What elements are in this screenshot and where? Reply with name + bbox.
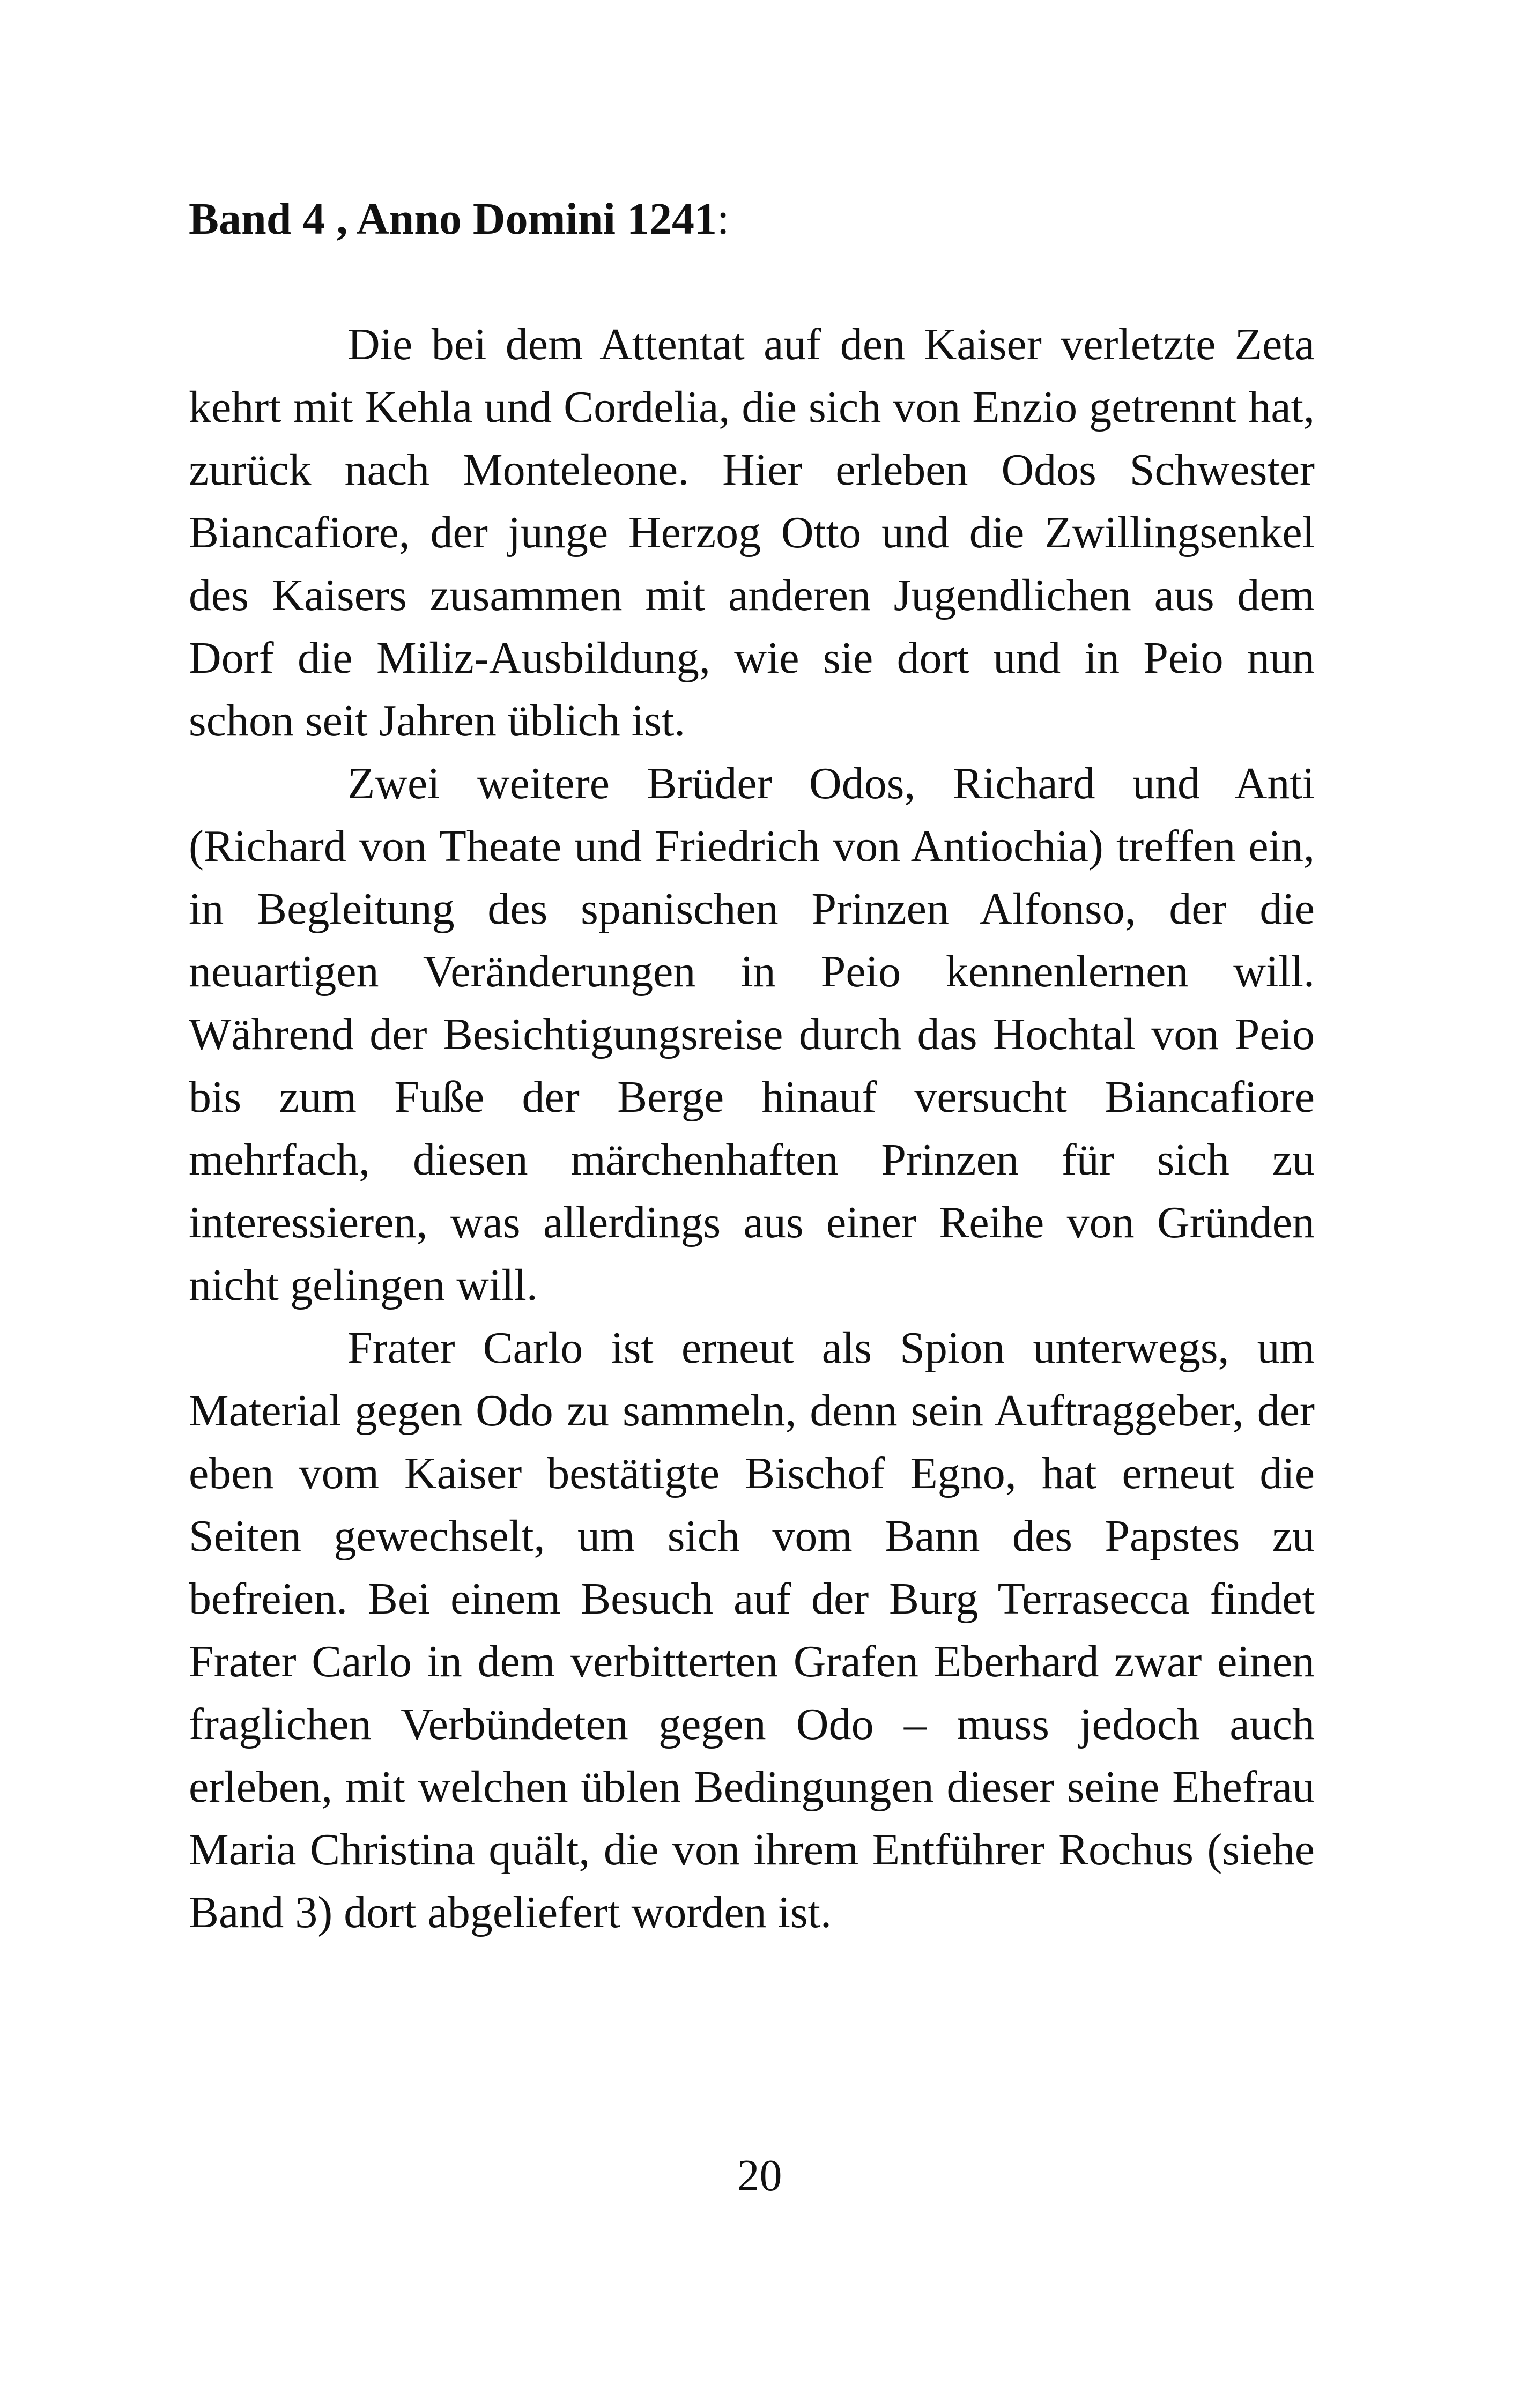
section-heading xyxy=(189,188,1315,250)
paragraph-2: Zwei weitere Brüder Odos, Richard und Anti (Richard von Theate und Friedrich von Antiochia) treffen ein, in Begleitung des spanischen Prinzen Alfonso, der die neuartigen Veränderungen in Peio kennenlernen will. Während der Besichtigungsreise durch das Hochtal von Peio bis zum Fuße der Berge hinauf versucht Biancafiore mehrfach, diesen märchenhaften Prinzen für sich zu interessieren, was allerdings aus einer Reihe von Gründen nicht gelingen will. xyxy=(189,759,1315,1310)
paragraph-3: Frater Carlo ist erneut als Spion unterwegs, um Material gegen Odo zu sammeln, denn sein Auftraggeber, der eben vom Kaiser bestätigte Bischof Egno, hat erneut die Seiten gewechselt, um sich vom Bann des Papstes zu befreien. Bei einem Besuch auf der Burg Terrasecca findet Frater Carlo in dem verbitterten Grafen Eberhard zwar einen fraglichen Verbündeten gegen Odo – muss jedoch auch erleben, mit welchen üblen Bedingungen dieser seine Ehefrau Maria Christina quält, die von ihrem Entführer Rochus (siehe Band 3) dort abgeliefert worden ist. xyxy=(189,1323,1315,1937)
text-block xyxy=(189,188,1315,1944)
heading-title: Band 4 , Anno Domini 1241 xyxy=(189,194,717,244)
paragraph-1: Die bei dem Attentat auf den Kaiser verletzte Zeta kehrt mit Kehla und Cordelia, die sich von Enzio getrennt hat, zurück nach Monteleone. Hier erleben Odos Schwester Biancafiore, der junge Herzog Otto und die Zwillingsenkel des Kaisers zusammen mit anderen Jugendlichen aus dem Dorf die Miliz-Ausbildung, wie sie dort und in Peio nun schon seit Jahren üblich ist. xyxy=(189,319,1315,746)
page-number: 20 xyxy=(737,2151,782,2201)
heading-colon: : xyxy=(716,194,730,244)
